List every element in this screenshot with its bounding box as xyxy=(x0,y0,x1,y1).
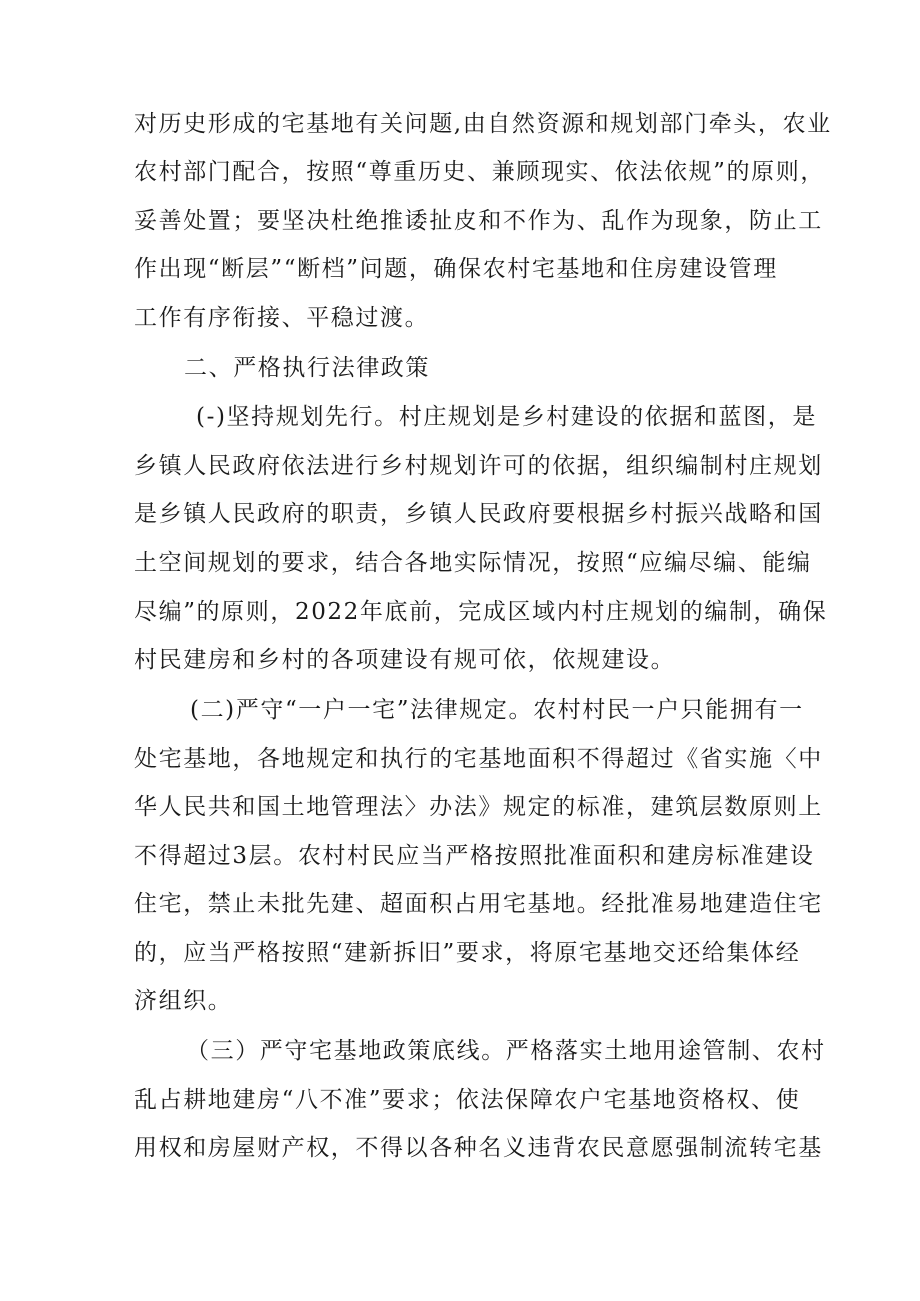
text-line: 乡镇人民政府依法进行乡村规划许可的依据，组织编制村庄规划 xyxy=(134,453,823,479)
text-line: 是乡镇人民政府的职责，乡镇人民政府要根据乡村振兴战略和国 xyxy=(134,501,823,527)
text-line: 济组织。 xyxy=(134,988,233,1014)
text-line: 华人民共和国土地管理法〉办法》规定的标准，建筑层数原则上 xyxy=(134,794,823,820)
text-line: 处宅基地，各地规定和执行的宅基地面积不得超过《省实施〈中 xyxy=(134,746,823,772)
text-line: (二)严守“一户一宅”法律规定。农村村民一户只能拥有一 xyxy=(190,697,804,723)
text-line: 乱占耕地建房“八不准”要求；依法保障农户宅基地资格权、使 xyxy=(134,1087,801,1113)
text-line: 尽编”的原则，2022年底前，完成区域内村庄规划的编制，确保 xyxy=(134,599,828,625)
text-line: 农村部门配合，按照“尊重历史、兼顾现实、依法依规”的原则， xyxy=(134,159,825,185)
text-line: 村民建房和乡村的各项建设有规可依，依规建设。 xyxy=(134,647,676,673)
text-line: 对历史形成的宅基地有关问题,由自然资源和规划部门牵头，农业 xyxy=(134,111,832,137)
text-line: (-)坚持规划先行。村庄规划是乡村建设的依据和蓝图，是 xyxy=(196,404,817,430)
text-line: 不得超过3层。农村村民应当严格按照批准面积和建房标准建设 xyxy=(134,843,815,869)
text-line: 住宅，禁止未批先建、超面积占用宅基地。经批准易地建造住宅 xyxy=(134,891,823,917)
text-line: 工作有序衔接、平稳过渡。 xyxy=(134,305,430,331)
section-heading: 二、严格执行法律政策 xyxy=(184,355,430,381)
text-line: （三）严守宅基地政策底线。严格落实土地用途管制、农村 xyxy=(186,1038,826,1064)
text-line: 作出现“断层”“断档”问题，确保农村宅基地和住房建设管理 xyxy=(134,256,778,282)
text-line: 妥善处置；要坚决杜绝推诿扯皮和不作为、乱作为现象，防止工 xyxy=(134,208,823,234)
text-line: 土空间规划的要求，结合各地实际情况，按照“应编尽编、能编 xyxy=(134,550,812,576)
text-line: 用权和房屋财产权，不得以各种名义违背农民意愿强制流转宅基 xyxy=(134,1135,823,1161)
text-line: 的，应当严格按照“建新拆旧”要求，将原宅基地交还给集体经 xyxy=(134,940,801,966)
